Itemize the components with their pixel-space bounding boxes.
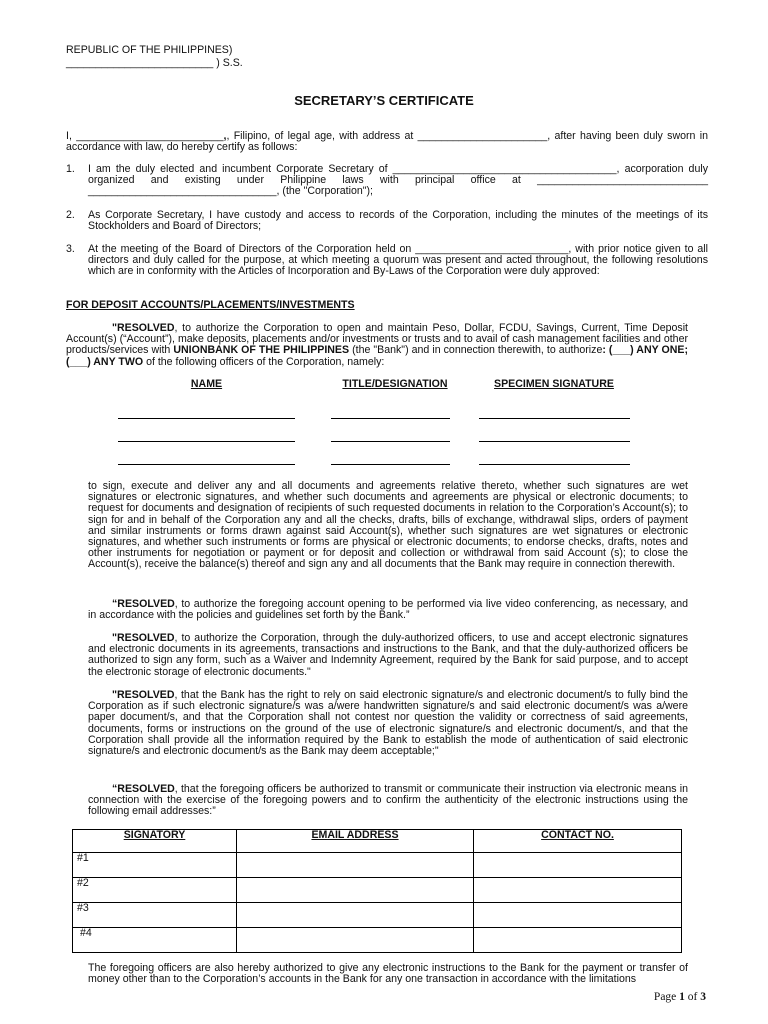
signature-header: SPECIMEN SIGNATURE	[494, 378, 614, 390]
authorize-options: : (___) ANY ONE; (___) ANY TWO	[66, 344, 689, 368]
email-cell	[237, 928, 474, 953]
list-item-1	[66, 164, 708, 198]
item-number: 2.	[66, 209, 75, 221]
document-title: SECRETARY’S CERTIFICATE	[294, 93, 474, 108]
resolved-keyword: “RESOLVED	[112, 598, 175, 610]
resolution-email	[88, 784, 688, 818]
name-line	[118, 418, 295, 419]
intro-paragraph	[66, 131, 708, 153]
page-sep: of	[684, 991, 701, 1003]
email-cell	[237, 903, 474, 928]
signatory-cell: #1	[73, 853, 237, 878]
resolution-text: , to authorize the Corporation to open and maintain Peso, Dollar, FCDU, Savings, Current, Time Deposit Account(s) (“Account”), make deposits, placements and/or investments or trusts and to avail of cash management facilities and other products/services with	[66, 322, 688, 357]
signatory-cell: #2	[73, 878, 237, 903]
intro-text: , Filipino, of legal age, with address at ______________________, after having been duly sworn in accordance with law, do hereby certify as follows:	[66, 130, 708, 154]
signatory-header: SIGNATORY	[73, 830, 237, 853]
resolution-deposit	[66, 323, 688, 368]
item-number: 3.	[66, 243, 75, 255]
page-current: 1	[679, 991, 685, 1003]
page-number	[654, 992, 706, 1003]
contact-header: CONTACT NO.	[474, 830, 682, 853]
resolution-text: , to authorize the foregoing account opening to be performed via live video conferencing, as necessary, and in accordance with the policies and guidelines set forth by the Bank.”	[88, 598, 688, 622]
signatory-cell: #3	[73, 903, 237, 928]
email-cell	[237, 878, 474, 903]
signature-line	[479, 418, 630, 419]
email-header: EMAIL ADDRESS	[237, 830, 474, 853]
resolved-keyword: "RESOLVED	[112, 689, 175, 701]
table-row	[73, 878, 682, 903]
resolution-text: (the "Bank") and in connection therewith, to authorize	[349, 344, 603, 357]
intro-comma: ,	[223, 130, 227, 142]
resolution-video	[88, 599, 688, 621]
resolution-text: , that the Bank has the right to rely on said electronic signature/s and electronic document/s to fully bind the Corporation as if such electronic signature/s was a/were handwritten signature/s and said electronic document/s was a/were paper document/s, and that the Corporation shall not contest nor question the validity or correctness of said agreements, documents, forms or instructions on the ground of the use of electronic signature/s and electronic document/s, and that the Corporation shall provide all the information required by the Bank to establish the mode of authentication of said electronic signature/s and electronic document/s as the Bank may deem acceptable;"	[88, 689, 688, 758]
email-cell	[237, 853, 474, 878]
name-header: NAME	[190, 378, 223, 390]
signatory-cell: #4	[73, 928, 237, 953]
item-text: I am the duly elected and incumbent Corporate Secretary of ______________________________________, acorporation duly organized and existing under Philippine laws with principal office at _____________________________ ________________________________, (the "Corporation");	[88, 163, 708, 198]
signature-line	[479, 464, 630, 465]
title-line	[331, 441, 450, 442]
email-address-table	[72, 829, 682, 953]
section-heading: FOR DEPOSIT ACCOUNTS/PLACEMENTS/INVESTMENTS	[66, 299, 355, 311]
venue-header	[66, 45, 243, 69]
resolved-keyword: "RESOLVED	[112, 632, 175, 644]
table-row	[73, 853, 682, 878]
contact-cell	[474, 903, 682, 928]
title-header: TITLE/DESIGNATION	[342, 378, 448, 390]
bank-name: UNIONBANK OF THE PHILIPPINES	[173, 344, 350, 357]
table-header-row	[73, 830, 682, 853]
table-row	[73, 928, 682, 953]
name-line	[118, 464, 295, 465]
ss-line: _________________________ ) S.S.	[66, 57, 243, 70]
contact-cell	[474, 853, 682, 878]
resolution-reliance	[88, 690, 688, 757]
page-total: 3	[700, 991, 706, 1003]
name-line	[118, 441, 295, 442]
signature-line	[479, 441, 630, 442]
contact-cell	[474, 928, 682, 953]
title-line	[331, 464, 450, 465]
resolved-keyword: “RESOLVED	[112, 783, 175, 795]
resolution-esignature	[88, 633, 688, 678]
republic-line: REPUBLIC OF THE PHILIPPINES)	[66, 44, 233, 56]
title-line	[331, 418, 450, 419]
resolution-text: , that the foregoing officers be authorized to transmit or communicate their instruction via electronic means in connection with the exercise of the foregoing powers and to confirm the authenticity of the electronic instructions using the following email addresses:”	[88, 783, 688, 818]
affiant-blank: I, _________________________	[66, 130, 224, 142]
list-item-2	[66, 210, 708, 232]
resolution-text: , to authorize the Corporation, through the duly-authorized officers, to use and accept electronic signatures and electronic documents in its agreements, transactions and instructions to the Bank, and that the duly-authorized officers be authorized to sign any form, such as a Waiver and Indemnity Agreement, required by the Bank for said purpose, and to accept the electronic storage of electronic documents."	[88, 632, 688, 678]
page-prefix: Page	[653, 991, 680, 1003]
item-number: 1.	[66, 163, 75, 175]
item-text: At the meeting of the Board of Directors of the Corporation held on __________________________, with prior notice given to all directors and duly called for the purpose, at which meeting a quorum was present and acted throughout, the following resolutions which are in conformity with the Articles of Incorporation and By-Laws of the Corporation were duly approved:	[88, 243, 708, 278]
resolution-text: of the following officers of the Corporation, namely:	[143, 355, 385, 368]
list-item-3	[66, 244, 708, 278]
contact-cell	[474, 878, 682, 903]
item-text: As Corporate Secretary, I have custody and access to records of the Corporation, including the minutes of the meetings of its Stockholders and Board of Directors;	[88, 209, 708, 233]
table-row	[73, 903, 682, 928]
closing-paragraph: The foregoing officers are also hereby authorized to give any electronic instructions to the Bank for the payment or transfer of money other than to the Corporation’s accounts in the Bank for any one transaction in accordance with the limitations	[88, 962, 688, 986]
signing-powers-paragraph: to sign, execute and deliver any and all documents and agreements relative thereto, whether such signatures are wet signatures or electronic signatures, and whether such documents and agreements are physical or electronic documents; to request for documents and designation of recipients of such requested documents in relation to the Corporation’s Account(s); to sign for and in behalf of the Corporation any and all the checks, drafts, bills of exchange, withdrawal slips, orders of payment and similar instruments or forms drawn against said Account(s), whether such signatures are wet signatures or electronic signatures, and whether such instruments or forms are physical or electronic documents; to endorse checks, drafts, notes and other instruments for negotiation or payment or for deposit and collection or withdrawal from said Account (s); to close the Account(s), receive the balance(s) thereof and sign any and all documents that the Bank may require in connection therewith.	[88, 480, 688, 571]
resolved-keyword: "RESOLVED	[112, 322, 175, 334]
